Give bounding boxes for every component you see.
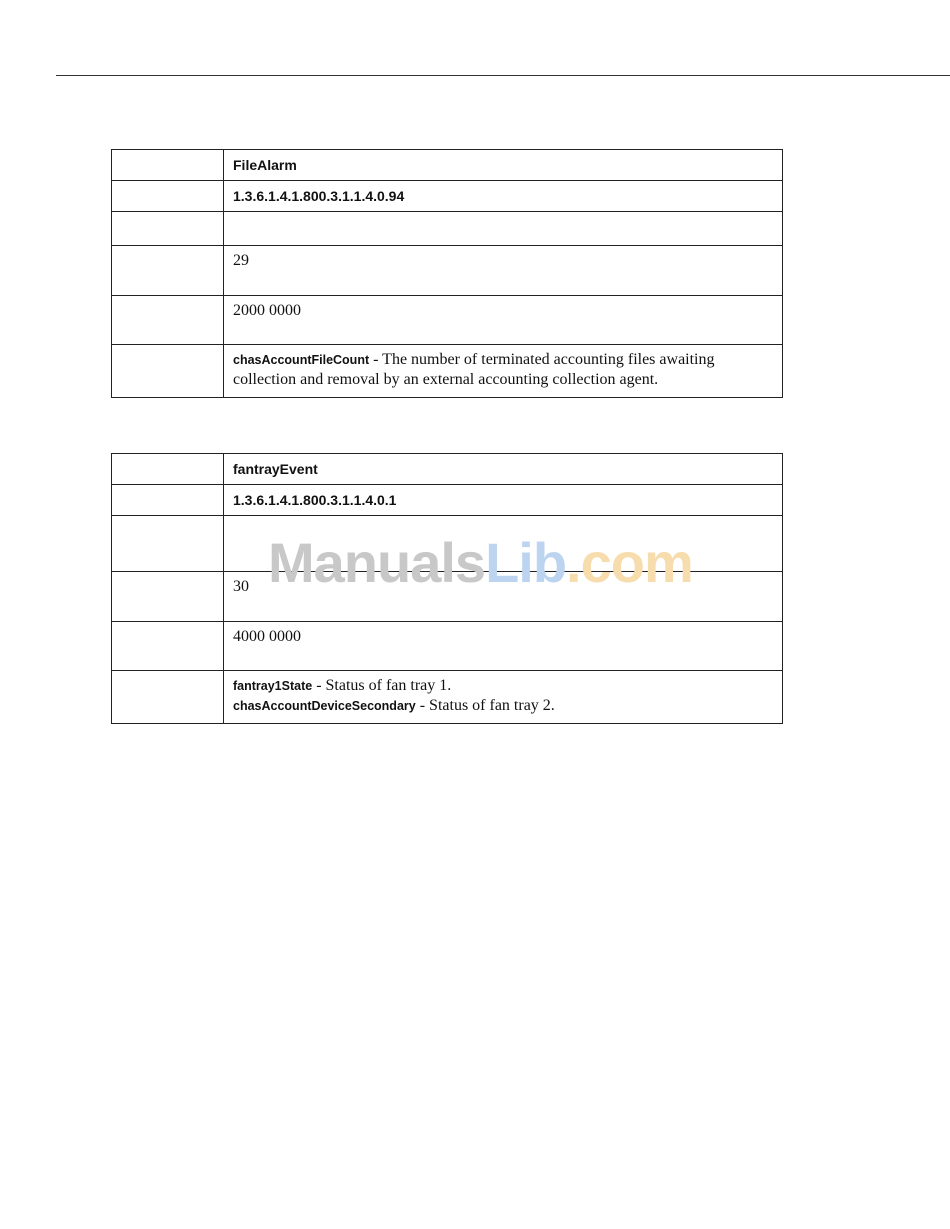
trap-number-cell (224, 246, 783, 296)
label-cell (112, 485, 224, 516)
table-row-number (112, 572, 783, 622)
table-row-empty (112, 516, 783, 572)
empty-value-cell (224, 516, 783, 572)
variable-separator: - (369, 351, 383, 368)
trap-code: 4000 0000 (233, 628, 301, 645)
variable-entry (233, 676, 773, 696)
table-row-number (112, 246, 783, 296)
variable-name: chasAccountFileCount (233, 353, 370, 367)
trap-name-cell (224, 454, 783, 485)
trap-name-cell (224, 150, 783, 181)
label-cell (112, 212, 224, 246)
header-rule (56, 75, 950, 76)
trap-table-file-alarm (111, 149, 783, 398)
trap-code-cell (224, 296, 783, 345)
label-cell (112, 454, 224, 485)
trap-variables-cell (224, 345, 783, 398)
table-row-variables (112, 671, 783, 724)
trap-name: FileAlarm (233, 157, 297, 173)
label-cell (112, 572, 224, 622)
table-row-code (112, 622, 783, 671)
trap-variables-cell (224, 671, 783, 724)
table-row-oid (112, 181, 783, 212)
trap-oid-cell (224, 181, 783, 212)
table-row-name (112, 150, 783, 181)
trap-oid: 1.3.6.1.4.1.800.3.1.1.4.0.94 (233, 188, 405, 204)
variable-name: chasAccountDeviceSecondary (233, 699, 416, 713)
variable-description: Status of fan tray 2. (429, 697, 555, 714)
watermark-part-com: .com (566, 531, 693, 594)
variable-description: Status of fan tray 1. (325, 677, 452, 694)
label-cell (112, 671, 224, 724)
variable-separator: - (312, 677, 326, 694)
watermark-part-manuals: Manuals (268, 531, 486, 594)
table-row-name (112, 454, 783, 485)
trap-oid: 1.3.6.1.4.1.800.3.1.1.4.0.1 (233, 492, 397, 508)
variable-separator: - (415, 697, 430, 714)
trap-number: 30 (233, 578, 249, 595)
trap-code: 2000 0000 (233, 302, 301, 319)
label-cell (112, 150, 224, 181)
watermark-part-lib: Lib (485, 531, 567, 594)
label-cell (112, 296, 224, 345)
label-cell (112, 181, 224, 212)
table-row-code (112, 296, 783, 345)
variable-entry (233, 350, 773, 390)
table-row-variables (112, 345, 783, 398)
label-cell (112, 345, 224, 398)
trap-number: 29 (233, 252, 249, 269)
empty-value-cell (224, 212, 783, 246)
label-cell (112, 246, 224, 296)
trap-name: fantrayEvent (233, 461, 318, 477)
variable-entry (233, 696, 773, 716)
variable-name: fantray1State (233, 679, 313, 693)
trap-oid-cell (224, 485, 783, 516)
variable-description: The number of terminated accounting files awaiting collection and removal by an external accounting collection agent. (233, 351, 715, 388)
label-cell (112, 622, 224, 671)
table-row-empty (112, 212, 783, 246)
trap-number-cell (224, 572, 783, 622)
table-row-oid (112, 485, 783, 516)
trap-code-cell (224, 622, 783, 671)
label-cell (112, 516, 224, 572)
trap-table-fantray-event (111, 453, 783, 724)
